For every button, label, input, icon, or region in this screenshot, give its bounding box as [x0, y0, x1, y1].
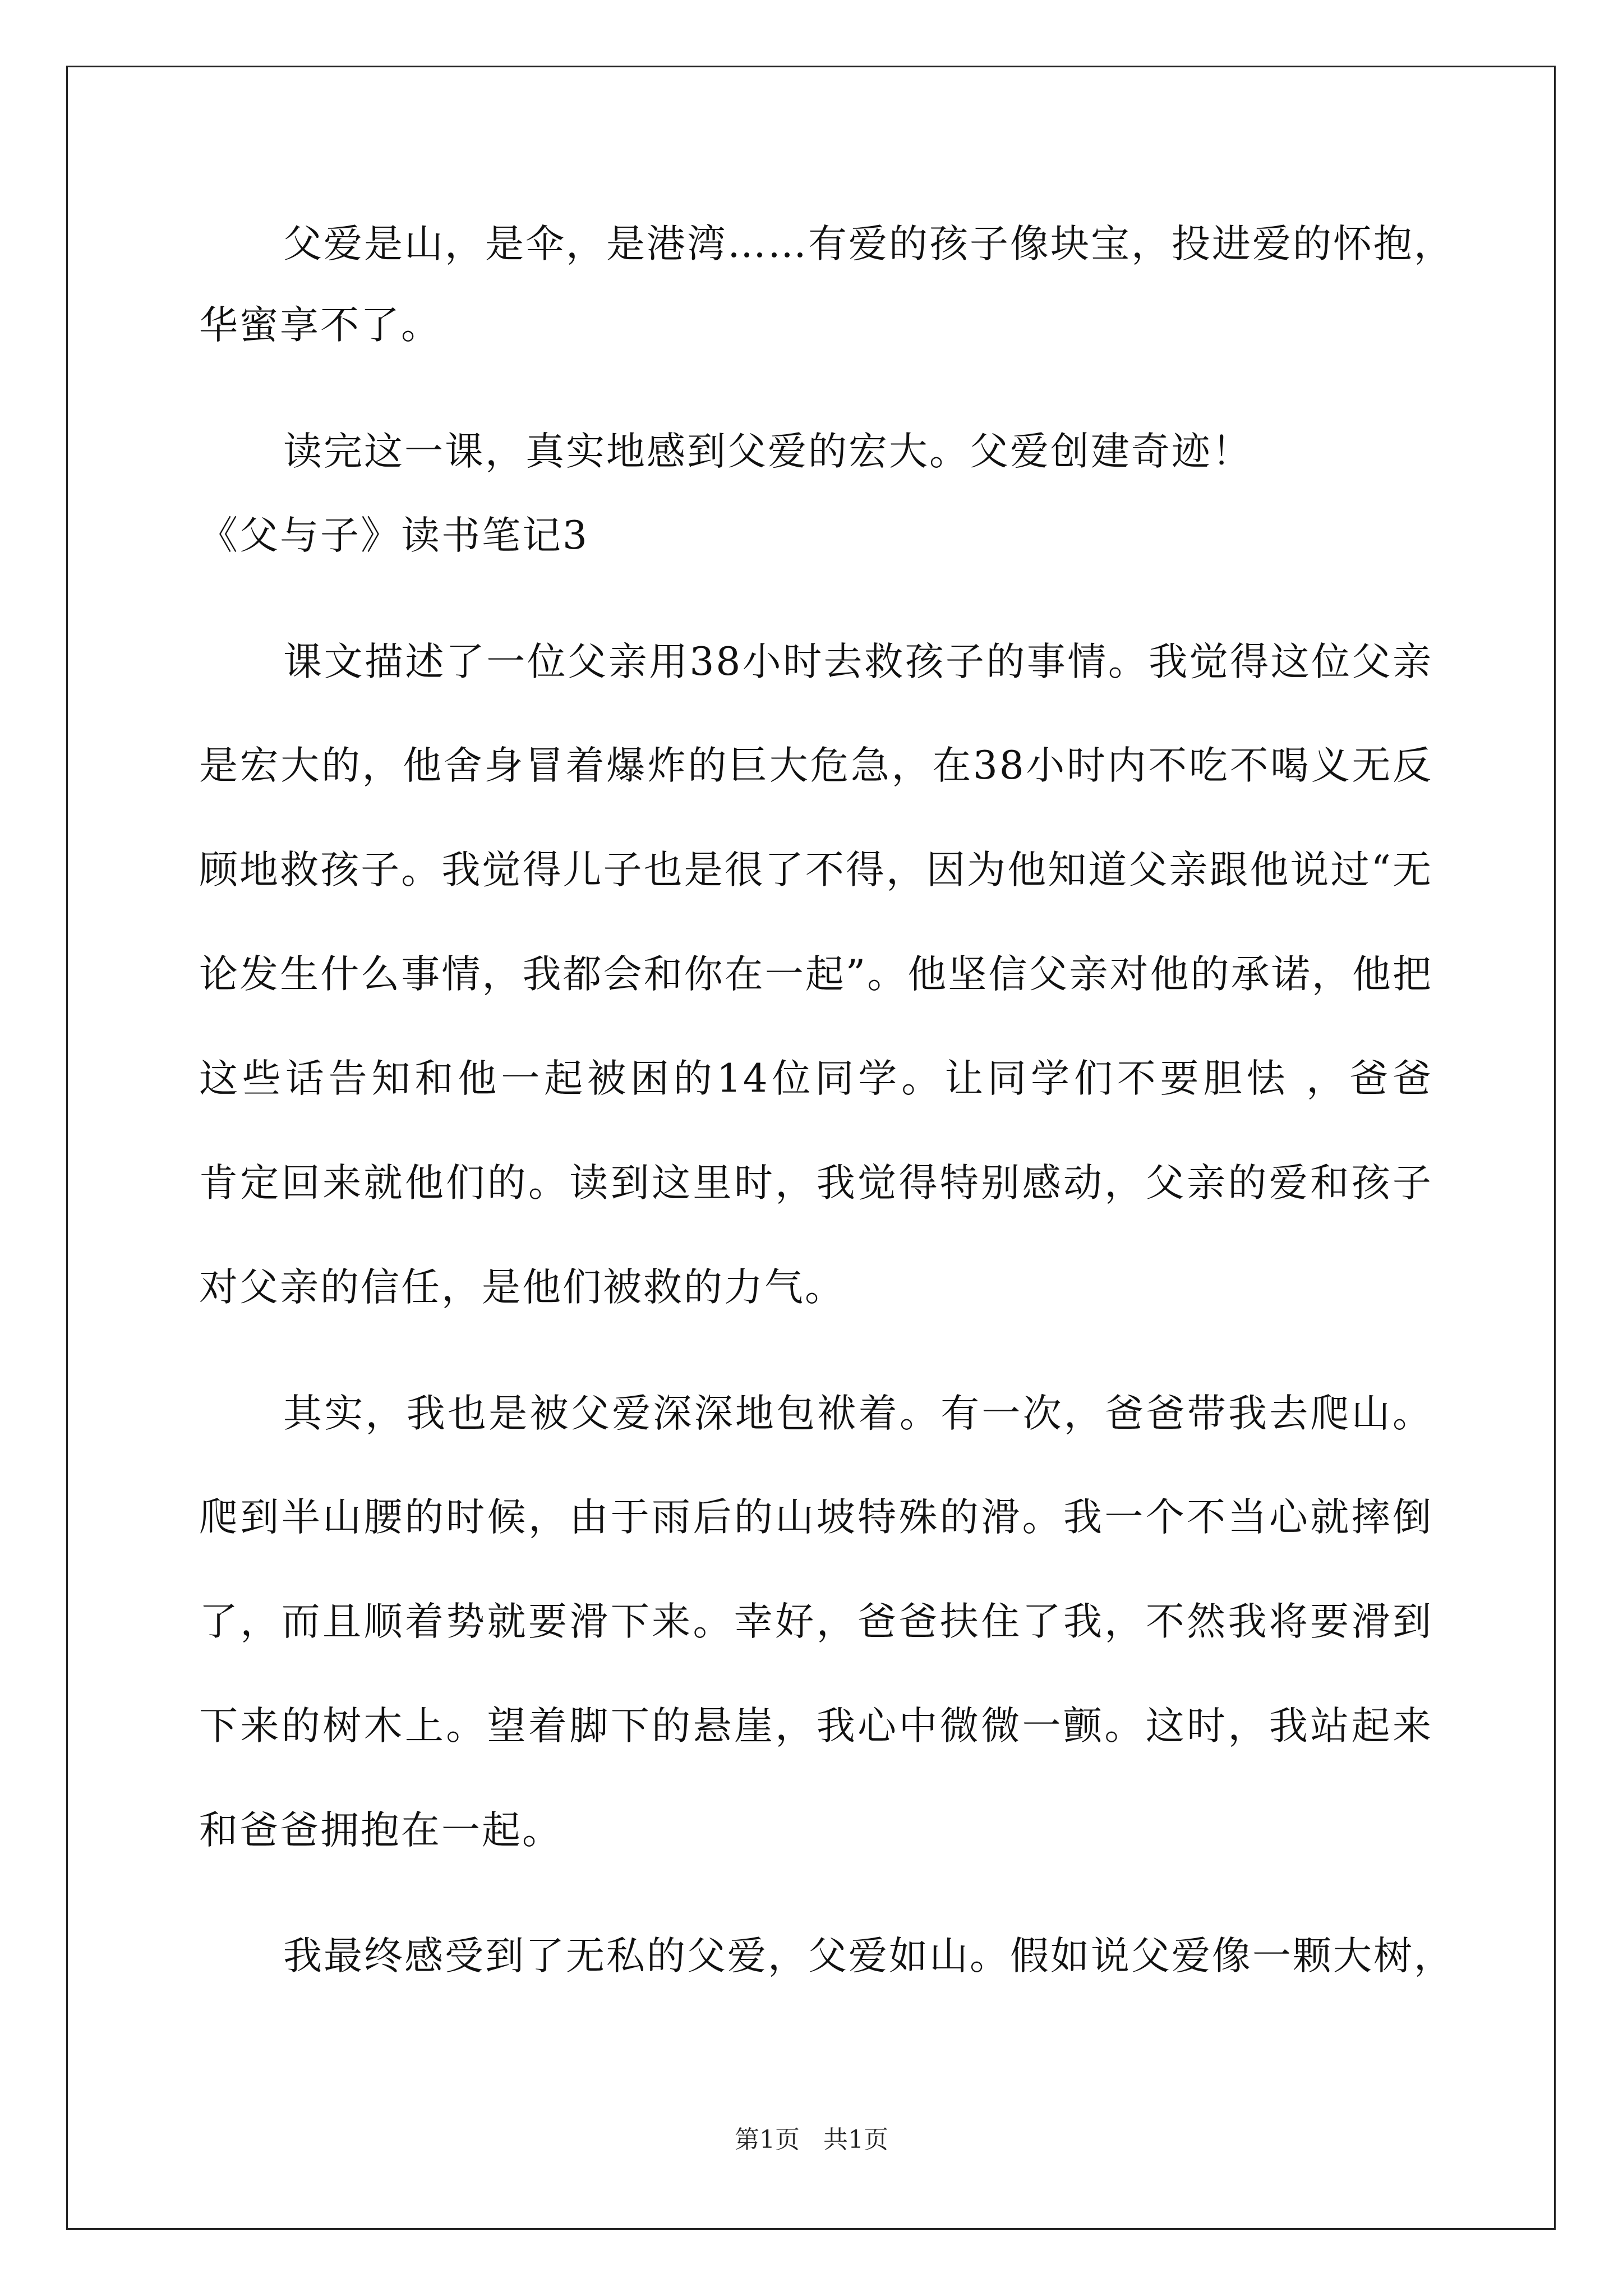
text-line: 父爱是山，是伞，是港湾……有爱的孩子像块宝，投进爱的怀抱，: [283, 222, 1454, 266]
text-line: 读完这一课，真实地感到父爱的宏大。父爱创建奇迹！: [283, 429, 1252, 474]
text-line: 其实，我也是被父爱深深地包袱着。有一次，爸爸带我去爬山。: [283, 1391, 1433, 1436]
text-line: 肯定回来就他们的。读到这里时，我觉得特别感动，父亲的爱和孩子: [199, 1161, 1433, 1205]
page-number-footer: 第1页 共1页: [735, 2125, 888, 2154]
page-border: [66, 66, 1556, 2230]
text-line: 课文描述了一位父亲用38小时去救孩子的事情。我觉得这位父亲: [283, 639, 1433, 684]
text-line: 我最终感受到了无私的父爱，父爱如山。假如说父爱像一颗大树，: [283, 1934, 1454, 1978]
text-line: 了，而且顺着势就要滑下来。幸好，爸爸扶住了我，不然我将要滑到: [199, 1599, 1433, 1644]
text-line: 这些话告知和他一起被困的14位同学。让同学们不要胆怯 ，爸爸: [199, 1056, 1433, 1101]
text-line: 下来的树木上。望着脚下的悬崖，我心中微微一颤。这时，我站起来: [199, 1704, 1433, 1749]
text-line: 是宏大的，他舍身冒着爆炸的巨大危急，在38小时内不吃不喝义无反: [199, 743, 1433, 788]
text-line: 爬到半山腰的时候，由于雨后的山坡特殊的滑。我一个不当心就摔倒: [199, 1495, 1433, 1540]
text-line: 论发生什么事情，我都会和你在一起”。他坚信父亲对他的承诺，他把: [199, 952, 1433, 997]
section-heading: 《父与子》读书笔记3: [199, 513, 589, 558]
text-line: 顾地救孩子。我觉得儿子也是很了不得，因为他知道父亲跟他说过“无: [199, 848, 1433, 892]
text-line: 和爸爸拥抱在一起。: [199, 1808, 562, 1853]
text-line: 对父亲的信任，是他们被救的力气。: [199, 1265, 845, 1310]
text-line: 华蜜享不了。: [199, 303, 441, 348]
